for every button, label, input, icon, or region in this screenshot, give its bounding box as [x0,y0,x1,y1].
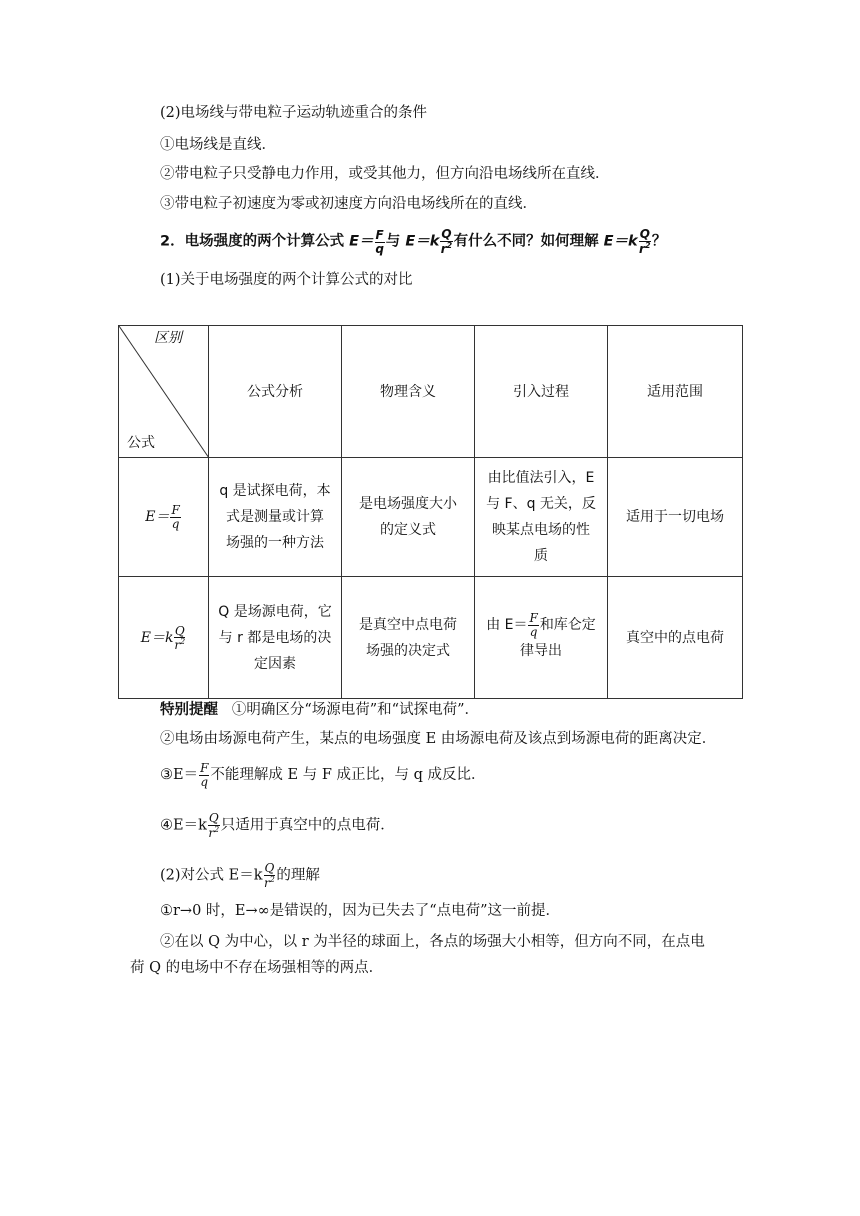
frac-den: $r^2$ [639,241,651,256]
table-header-row [119,326,743,458]
row2-scope: 真空中的点电荷 [608,577,743,699]
heading-text-a: 2．电场强度的两个计算公式 [160,233,350,250]
section-heading-2 [160,228,666,255]
row1-formula: E＝ $\frac{F}{q}$ [119,458,209,577]
heading-formula-ek-2: E＝k [603,233,638,250]
frac-num: Q [639,227,650,241]
header-scope: 适用范围 [608,326,743,458]
heading-fraction-qr2 [440,228,452,255]
frac-num: Q [441,227,452,241]
corner-label-bottom: 公式 [127,435,155,451]
heading-text-c: 有什么不同？如何理解 [453,233,604,250]
note-6-line-1: ②在以 Q 为中心，以 r 为半径的球面上，各点的场强大小相等，但方向不同，在点电 [160,934,705,950]
table-corner-cell [119,326,209,458]
row2-analysis: Q 是场源电荷，它 与 r 都是电场的决 定因素 [209,577,342,699]
heading-text-b: 与 [385,233,406,250]
corner-label-top: 区别 [154,330,182,346]
heading-text-d: ？ [651,233,667,250]
paragraph-condition-2: ②带电粒子只受静电力作用，或受其他力，但方向沿电场线所在直线． [160,166,610,182]
paragraph-condition-3: ③带电粒子初速度为零或初速度方向沿电场线所在的直线． [160,196,537,212]
comparison-table [118,325,743,699]
note-1 [160,700,479,720]
paragraph-condition-title: (2)电场线与带电粒子运动轨迹重合的条件 [160,105,428,121]
table-row [119,458,743,577]
note-6-line-2: 荷 Q 的电场中不存在场强相等的两点． [130,960,384,976]
row2-formula: E＝k $\frac{Q}{r^2}$ [119,577,209,699]
paragraph-comparison-title: (1)关于电场强度的两个计算公式的对比 [160,272,413,288]
note-label: 特别提醒 [160,702,218,718]
heading-fraction-fq [375,229,385,255]
frac-den: $r^2$ [440,241,453,256]
note-4: ④E＝k $\frac{Q}{r^2}$ 只适用于真空中的点电荷． [160,811,395,840]
row1-meaning: 是电场强度大小 的定义式 [342,458,475,577]
heading-fraction-qr2-2 [639,228,651,255]
note-3: ③E＝ $\frac{F}{q}$ 不能理解成 E 与 F 成正比，与 q 成反比． [160,761,486,789]
row1-analysis: q 是试探电荷，本 式是测量或计算 场强的一种方法 [209,458,342,577]
row2-meaning: 是真空中点电荷 场强的决定式 [342,577,475,699]
row1-scope: 适用于一切电场 [608,458,743,577]
frac-den: q [375,241,384,256]
paragraph-condition-1: ①电场线是直线． [160,137,276,153]
note-1-text: ①明确区分“场源电荷”和“试探电荷”． [231,702,479,718]
header-analysis: 公式分析 [209,326,342,458]
heading-formula-e: E＝ [349,233,374,250]
note-2: ②电场由场源电荷产生，某点的电场强度 E 由场源电荷及该点到场源电荷的距离决定． [160,731,717,747]
table-row [119,577,743,699]
row1-origin: 由比值法引入，E 与 F、q 无关，反 映某点电场的性 质 [475,458,608,577]
header-meaning: 物理含义 [342,326,475,458]
header-origin: 引入过程 [475,326,608,458]
frac-num: F [375,227,384,242]
note-5: ①r→0 时，E→∞是错误的，因为已失去了“点电荷”这一前提． [160,903,561,919]
paragraph-understanding: (2)对公式 E＝k $\frac{Q}{r^2}$ 的理解 [160,861,320,890]
heading-formula-ek: E＝k [405,233,440,250]
row2-origin: 由 E＝ $\frac{F}{q}$ 和库仑定 律导出 [475,577,608,699]
